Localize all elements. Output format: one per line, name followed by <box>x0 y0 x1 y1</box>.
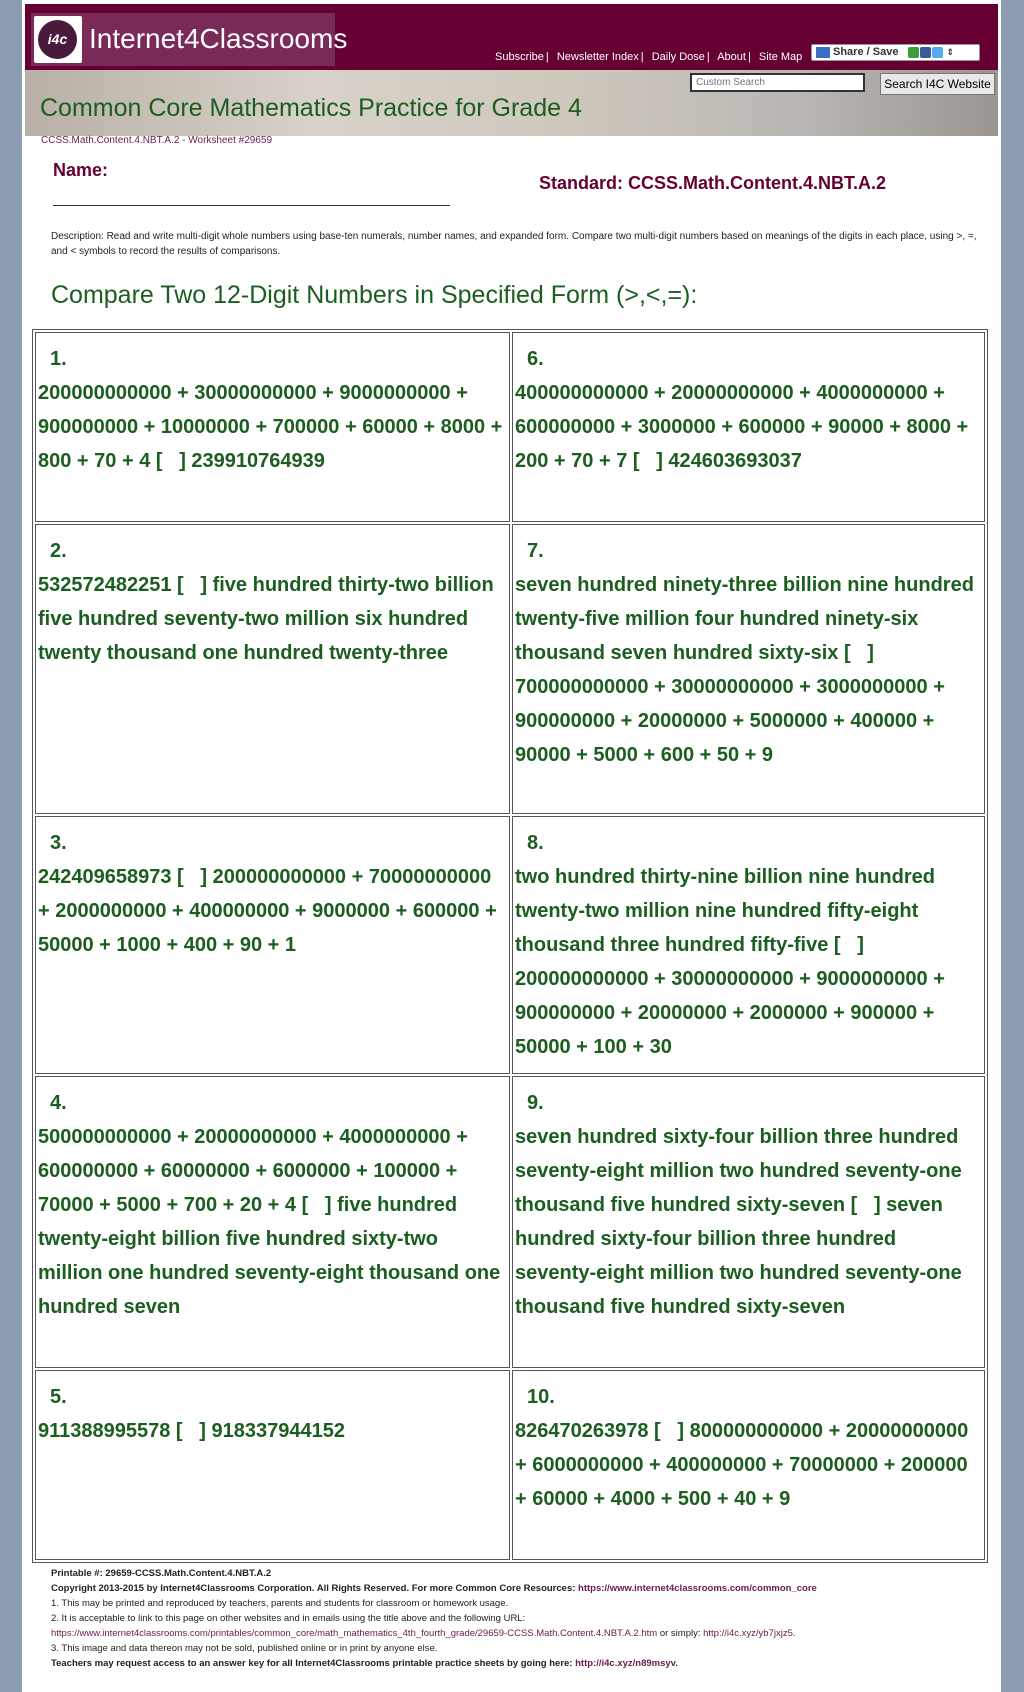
printable-number: Printable #: 29659-CCSS.Math.Content.4.NBT.A.2 <box>51 1568 272 1579</box>
problem-number: 9. <box>527 1092 544 1114</box>
nav-separator: | <box>706 51 710 63</box>
twitter-icon <box>932 47 943 58</box>
problem-text: seven hundred ninety-three billion nine hundred twenty-five million four hundred ninety-six thousand seven hundred sixty-six [ ] 700000000000 + 30000000000 + 3000000000 + 900000000 + 20000000 + 5000000 + 400000 + 90000 + 5000 + 600 + 50 + 9 <box>515 574 974 766</box>
answer-key-text: Teachers may request access to an answer key for all Internet4Classrooms printable practice sheets by going here: <box>51 1658 573 1669</box>
search-button[interactable]: Search I4C Website <box>880 73 995 95</box>
share-label: Share / Save <box>833 46 899 58</box>
problem-number: 10. <box>527 1386 555 1408</box>
problem-number: 1. <box>50 348 67 370</box>
problem-text: 242409658973 [ ] 200000000000 + 70000000000 + 2000000000 + 400000000 + 9000000 + 600000 + 50000 + 1000 + 400 + 90 + 1 <box>38 866 497 956</box>
problem-cell <box>512 524 985 814</box>
problem-number: 5. <box>50 1386 67 1408</box>
problem-cell <box>512 816 985 1074</box>
logo-badge <box>34 16 82 63</box>
common-core-link[interactable]: https://www.internet4classrooms.com/common_core <box>578 1583 817 1594</box>
footer <box>51 1566 981 1671</box>
problem-number: 6. <box>527 348 544 370</box>
top-nav <box>495 51 802 63</box>
problem-text: 826470263978 [ ] 800000000000 + 20000000000 + 6000000000 + 400000000 + 70000000 + 200000 + 60000 + 4000 + 500 + 40 + 9 <box>515 1420 969 1510</box>
banner <box>25 70 998 136</box>
problem-text: two hundred thirty-nine billion nine hundred twenty-two million nine hundred fifty-eight thousand three hundred fifty-five [ ] 200000000000 + 30000000000 + 9000000000 + 900000000 + 20000000 + 2000000 + 900000 + 50000 + 100 + 30 <box>515 866 945 1058</box>
nav-link-about[interactable]: About <box>717 51 746 63</box>
section-heading: Compare Two 12-Digit Numbers in Specified Form (>,<,=): <box>51 281 698 309</box>
problem-cell <box>35 332 510 522</box>
site-logo[interactable] <box>31 13 348 66</box>
problem-cell <box>512 1076 985 1368</box>
site-header <box>25 4 998 70</box>
worksheet-page <box>22 0 1001 1692</box>
facebook-icon <box>920 47 931 58</box>
problem-text: 400000000000 + 20000000000 + 4000000000 + 600000000 + 3000000 + 600000 + 90000 + 8000 + 200 + 70 + 7 [ ] 424603693037 <box>515 382 969 472</box>
problem-text: 500000000000 + 20000000000 + 4000000000 + 600000000 + 60000000 + 6000000 + 100000 + 70000 + 5000 + 700 + 20 + 4 [ ] five hundred twenty-eight billion five hundred sixty-two million one hundred seventy-eight thousand one hundred seven <box>38 1126 501 1318</box>
worksheet-id: CCSS.Math.Content.4.NBT.A.2 - Worksheet #29659 <box>41 135 273 146</box>
share-arrow-icon <box>816 47 830 58</box>
nav-separator: | <box>640 51 644 63</box>
nav-link-newsletter-index[interactable]: Newsletter Index <box>556 51 639 63</box>
logo-icon: i4c <box>38 20 77 59</box>
problem-grid <box>32 329 988 1563</box>
nav-link-subscribe[interactable]: Subscribe <box>495 51 544 63</box>
logo-text: Internet4Classrooms <box>89 23 348 54</box>
nav-link-daily-dose[interactable]: Daily Dose <box>651 51 705 63</box>
copyright-text: Copyright 2013-2015 by Internet4Classrooms Corporation. All Rights Reserved. For more Common Core Resources: <box>51 1583 576 1594</box>
chevron-down-icon: ⇕ <box>946 47 955 57</box>
problem-cell <box>512 1370 985 1560</box>
nav-separator: | <box>545 51 549 63</box>
problem-cell <box>35 1370 510 1560</box>
description: Description: Read and write multi-digit whole numbers using base-ten numerals, number names, and expanded form. Compare two multi-digit numbers based on meanings of the digits in each place, using >, =, and < symbols to record the results of comparisons. <box>51 231 977 257</box>
worksheet-full-url[interactable]: https://www.internet4classrooms.com/printables/common_core/math_mathematics_4th_fourth_grade/29659-CCSS.Math.Content.4.NBT.A.2.htm <box>51 1628 658 1639</box>
worksheet-short-url[interactable]: http://i4c.xyz/yb7jxjz5 <box>703 1628 793 1639</box>
share-save-button[interactable] <box>811 44 980 61</box>
problem-cell <box>35 816 510 1074</box>
problem-number: 3. <box>50 832 67 854</box>
usage-note-2: 2. It is acceptable to link to this page on other websites and in emails using the title above and the following URL: <box>51 1613 526 1624</box>
usage-note-1: 1. This may be printed and reproduced by teachers, parents and students for classroom or homework usage. <box>51 1598 509 1609</box>
usage-note-3: 3. This image and data thereon may not be sold, published online or in print by anyone else. <box>51 1643 438 1654</box>
problem-text: seven hundred sixty-four billion three hundred seventy-eight million two hundred seventy-one thousand five hundred sixty-seven [ ] seven hundred sixty-four billion three hundred seventy-eight million two hundred seventy-one thousand five hundred sixty-seven <box>515 1126 962 1318</box>
page-title: Common Core Mathematics Practice for Grade 4 <box>40 94 582 122</box>
problem-number: 4. <box>50 1092 67 1114</box>
problem-number: 8. <box>527 832 544 854</box>
worksheet-url-line: https://www.internet4classrooms.com/printables/common_core/math_mathematics_4th_fourth_grade/29659-CCSS.Math.Content.4.NBT.A.2.htm or simply: http://i4c.xyz/yb7jxjz5. <box>51 1628 796 1639</box>
problem-text: 200000000000 + 30000000000 + 9000000000 + 900000000 + 10000000 + 700000 + 60000 + 8000 + 800 + 70 + 4 [ ] 239910764939 <box>38 382 503 472</box>
search-input[interactable] <box>690 73 865 92</box>
copyright <box>51 1581 981 1596</box>
problem-number: 7. <box>527 540 544 562</box>
problem-cell <box>512 332 985 522</box>
share-green-icon <box>908 47 919 58</box>
answer-key-link[interactable]: http://i4c.xyz/n89msyv <box>575 1658 676 1669</box>
problem-number: 2. <box>50 540 67 562</box>
standard-label: Standard: CCSS.Math.Content.4.NBT.A.2 <box>539 173 887 193</box>
problem-cell <box>35 524 510 814</box>
problem-cell <box>35 1076 510 1368</box>
nav-separator: | <box>747 51 751 63</box>
problem-text: 532572482251 [ ] five hundred thirty-two billion five hundred seventy-two million six hundred twenty thousand one hundred twenty-three <box>38 574 494 664</box>
name-label: Name: <box>53 160 109 180</box>
name-line <box>53 205 450 206</box>
nav-link-site-map[interactable]: Site Map <box>758 51 803 63</box>
url-or-text: or simply: <box>659 1628 701 1639</box>
answer-key-note: Teachers may request access to an answer key for all Internet4Classrooms printable practice sheets by going here: http://i4c.xyz/n89msyv. <box>51 1658 678 1669</box>
problem-text: 911388995578 [ ] 918337944152 <box>38 1420 345 1442</box>
